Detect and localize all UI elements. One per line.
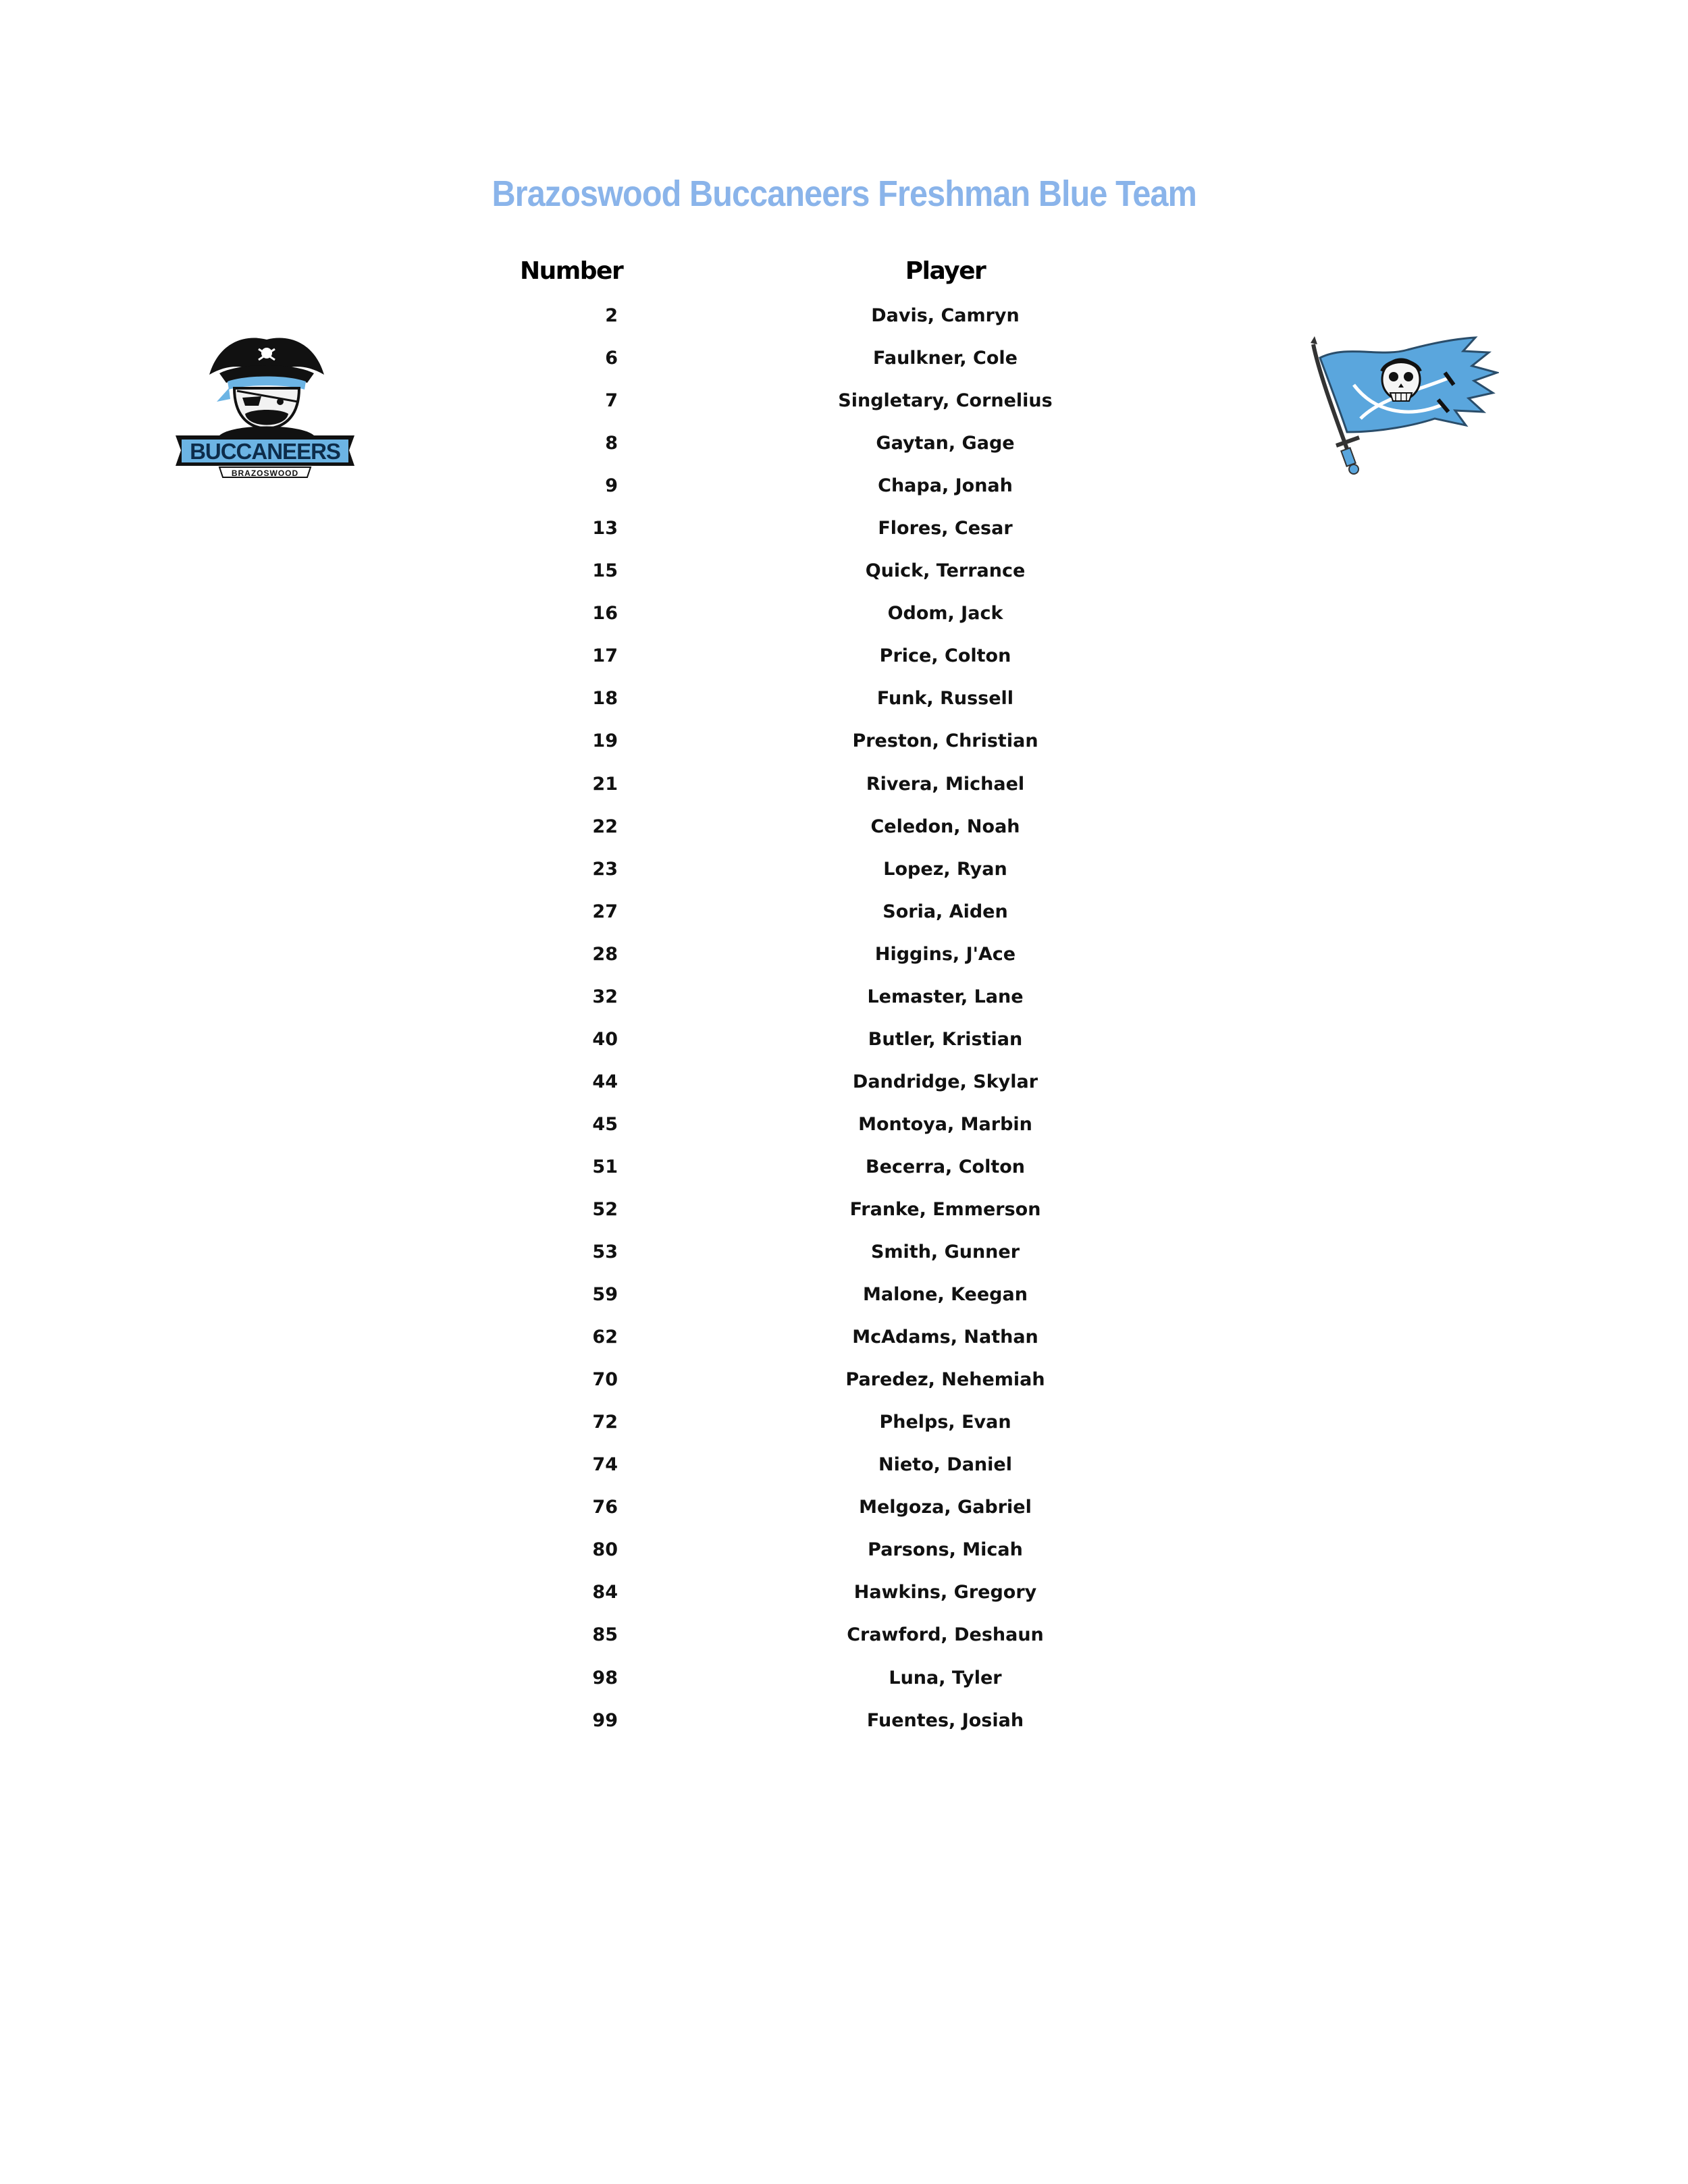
player-number: 13 [592,518,618,539]
player-number: 70 [592,1369,618,1391]
table-row [0,642,1688,685]
table-row [0,302,1688,344]
table-row [0,1408,1688,1451]
player-number: 84 [592,1582,618,1603]
player-number: 74 [592,1454,618,1476]
player-name: Crawford, Deshaun [847,1624,1044,1646]
table-row [0,1664,1688,1707]
table-row [0,472,1688,514]
player-number: 99 [592,1709,618,1731]
player-number: 16 [592,603,618,624]
logo-sub-text: BRAZOSWOOD [231,469,299,478]
player-number: 80 [592,1539,618,1561]
player-number: 6 [605,348,618,369]
player-number: 51 [592,1156,618,1177]
table-row [0,898,1688,940]
player-number: 15 [592,560,618,582]
player-name: Luna, Tyler [889,1667,1002,1688]
player-number: 2 [605,305,618,326]
player-name: Lopez, Ryan [883,858,1007,880]
player-number: 72 [592,1412,618,1433]
table-row [0,1026,1688,1068]
player-number: 40 [592,1028,618,1050]
player-number: 7 [605,390,618,412]
player-number: 32 [592,986,618,1007]
page-title: Brazoswood Buccaneers Freshman Blue Team [492,174,1196,214]
player-name: Flores, Cesar [878,518,1013,539]
player-name: Singletary, Cornelius [838,390,1053,412]
table-row [0,1578,1688,1621]
player-name: Higgins, J'Ace [874,943,1016,965]
player-number: 18 [592,688,618,710]
player-number: 22 [592,816,618,837]
player-number: 53 [592,1242,618,1263]
table-row [0,387,1688,429]
player-number: 17 [592,645,618,667]
player-name: Funk, Russell [876,688,1014,710]
table-row [0,770,1688,813]
player-number: 98 [592,1667,618,1688]
player-number: 8 [605,433,618,454]
player-name: Chapa, Jonah [878,475,1013,497]
table-row [0,983,1688,1026]
table-row [0,1493,1688,1536]
table-row [0,1323,1688,1366]
player-name: Smith, Gunner [870,1242,1020,1263]
table-row [0,429,1688,472]
table-row [0,1366,1688,1408]
player-name: Gaytan, Gage [876,433,1015,454]
player-name: Davis, Camryn [871,305,1020,326]
player-name: Lemaster, Lane [867,986,1024,1007]
logo-main-text: BUCCANEERS [190,439,340,464]
player-name: Preston, Christian [852,730,1038,752]
player-name: Nieto, Daniel [878,1454,1012,1476]
table-row [0,1196,1688,1238]
player-name: Malone, Keegan [863,1284,1028,1306]
roster-table [0,302,1688,1749]
table-row [0,1068,1688,1111]
player-number: 76 [592,1497,618,1518]
player-name: Parsons, Micah [868,1539,1023,1561]
table-row [0,813,1688,855]
player-name: Melgoza, Gabriel [859,1497,1032,1518]
player-number: 9 [605,475,618,497]
player-name: Paredez, Nehemiah [845,1369,1045,1391]
player-number: 45 [592,1113,618,1135]
player-name: Faulkner, Cole [873,348,1018,369]
player-name: Phelps, Evan [879,1412,1011,1433]
column-header-player: Player [905,257,986,285]
player-name: Quick, Terrance [865,560,1026,582]
table-row [0,1536,1688,1578]
table-row [0,514,1688,557]
table-row [0,1707,1688,1749]
player-number: 21 [592,773,618,795]
table-row [0,1281,1688,1323]
player-name: Dandridge, Skylar [852,1071,1038,1092]
player-name: Celedon, Noah [870,816,1020,837]
player-number: 62 [592,1327,618,1348]
column-header-number: Number [520,257,623,285]
player-name: Fuentes, Josiah [866,1709,1024,1731]
player-name: Rivera, Michael [866,773,1025,795]
table-row [0,1111,1688,1153]
table-row [0,727,1688,770]
table-row [0,685,1688,727]
player-name: Hawkins, Gregory [853,1582,1037,1603]
table-row [0,855,1688,898]
player-number: 19 [592,730,618,752]
player-name: Becerra, Colton [865,1156,1025,1177]
player-number: 59 [592,1284,618,1306]
player-number: 28 [592,943,618,965]
player-name: Soria, Aiden [882,901,1008,922]
player-name: Odom, Jack [887,603,1003,624]
player-name: McAdams, Nathan [852,1327,1038,1348]
table-row [0,1621,1688,1663]
table-row [0,557,1688,600]
player-number: 52 [592,1198,618,1220]
player-number: 44 [592,1071,618,1092]
table-row [0,344,1688,387]
player-number: 27 [592,901,618,922]
table-row [0,1238,1688,1281]
player-name: Montoya, Marbin [858,1113,1032,1135]
table-row [0,940,1688,983]
table-row [0,600,1688,642]
player-name: Price, Colton [879,645,1011,667]
table-row [0,1153,1688,1196]
player-number: 85 [592,1624,618,1646]
player-name: Franke, Emmerson [849,1198,1041,1220]
player-number: 23 [592,858,618,880]
table-row [0,1451,1688,1493]
player-name: Butler, Kristian [868,1028,1023,1050]
